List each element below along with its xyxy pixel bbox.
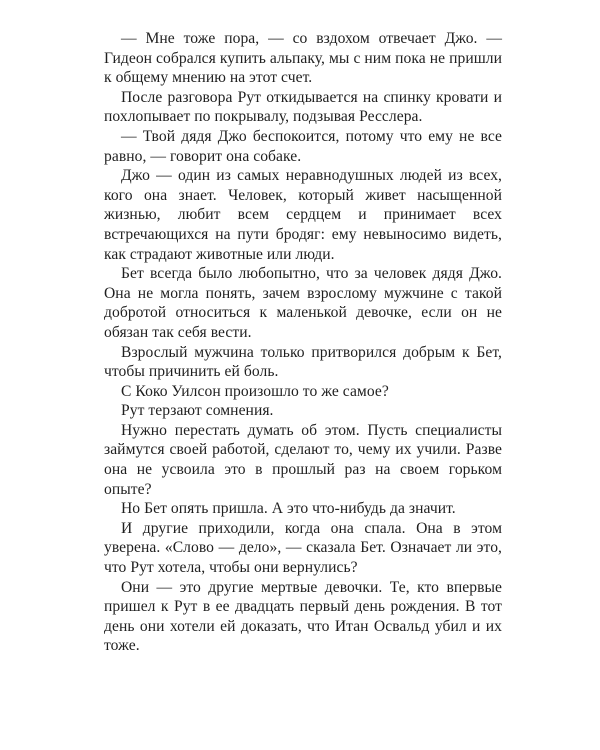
paragraph-10: Но Бет опять пришла. А это что-нибудь да значит. — [121, 500, 456, 518]
paragraph-12: Они — это другие мертвые девочки. Те, кто впервые пришел к Рут в ее двадцать первый день рождения. В тот день они хотели ей доказать, что Итан Освальд убил и их тоже. — [104, 578, 502, 655]
paragraph-9: Нужно перестать думать об этом. Пусть специалисты займутся своей работой, сделают то, чему их учили. Разве она не усвоила это в прошлый раз на своем горьком опыте? — [104, 421, 502, 498]
paragraph-4: Джо — один из самых неравнодушных людей из всех, кого она знает. Человек, который живет насыщенной жизнью, любит всем сердцем и принимает всех встречающихся на пути бродяг: ему невыносимо видеть, как страдают животные или люди. — [104, 167, 502, 263]
paragraph-8: Рут терзают сомнения. — [121, 402, 274, 420]
paragraph-5: Бет всегда было любопытно, что за человек дядя Джо. Она не могла понять, зачем взрослому мужчине с такой добротой относиться к маленькой девочке, если он не обязан так себя вести. — [104, 265, 502, 341]
book-page-text — [104, 29, 502, 656]
paragraph-2: После разговора Рут откидывается на спинку кровати и похлопывает по покрывалу, подзывая Ресслера. — [104, 88, 502, 126]
paragraph-6: Взрослый мужчина только притворился добрым к Бет, чтобы причинить ей боль. — [104, 343, 502, 381]
paragraph-11: И другие приходили, когда она спала. Она в этом уверена. «Слово — дело», — сказала Бет. Означает ли это, что Рут хотела, чтобы они вернулись? — [104, 519, 502, 577]
paragraph-3: — Твой дядя Джо беспокоится, потому что ему не все равно, — говорит она собаке. — [104, 127, 502, 165]
paragraph-7: С Коко Уилсон произошло то же самое? — [121, 382, 389, 400]
paragraph-1: — Мне тоже пора, — со вздохом отвечает Джо. — Гидеон собрался купить альпаку, мы с ним пока не пришли к общему мнению на этот счет. — [104, 30, 502, 87]
